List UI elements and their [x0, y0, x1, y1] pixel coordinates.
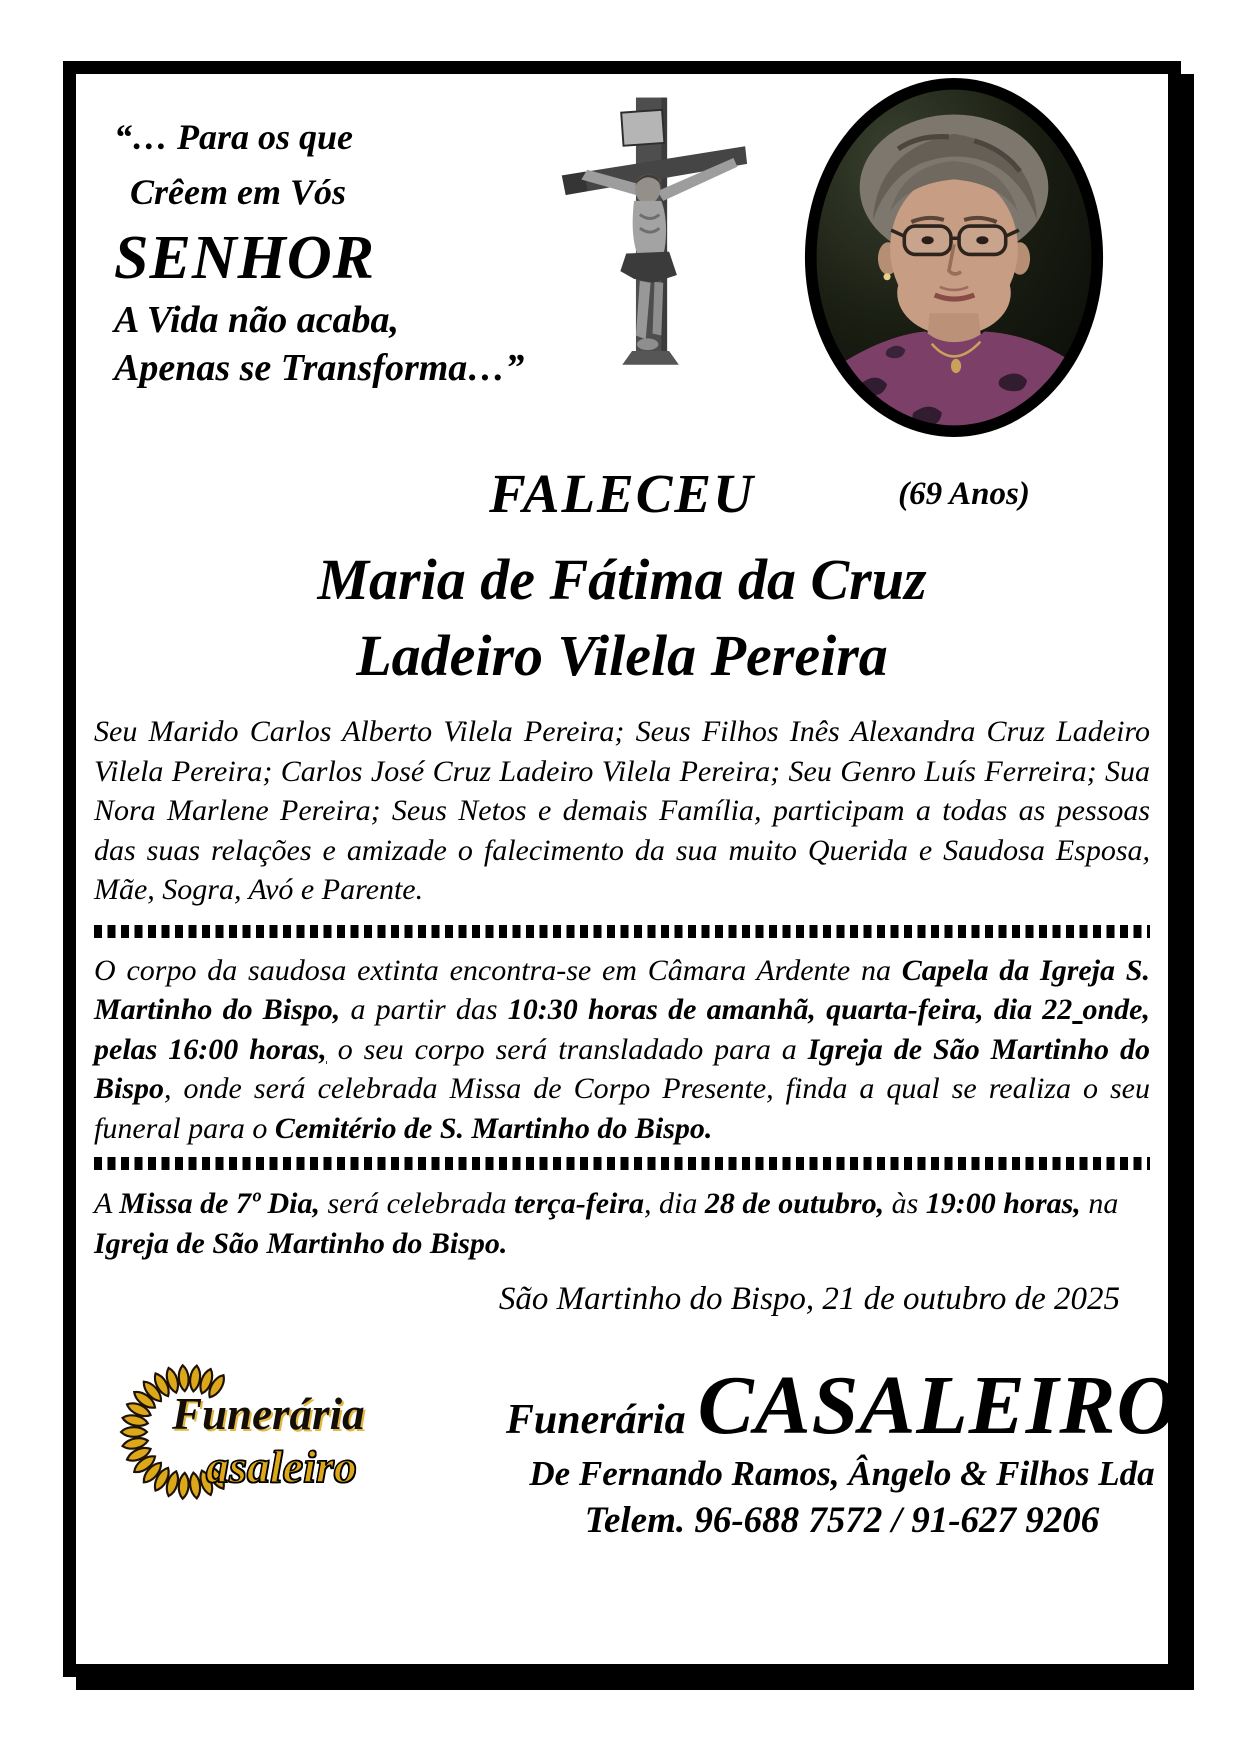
agency-company-line: De Fernando Ramos, Ângelo & Filhos Lda — [529, 1453, 1155, 1493]
footer — [94, 1344, 1179, 1569]
agency-block — [486, 1359, 1198, 1542]
notice-content — [76, 74, 1179, 1664]
place-date-line: São Martinho do Bispo, 21 de outubro de 2025 — [498, 1281, 1120, 1317]
age-label: (69 Anos) — [898, 476, 1030, 512]
agency-name-line — [486, 1359, 1198, 1452]
wake-paragraph: O corpo da saudosa extinta encontra-se em Câmara Ardente na Capela da Igreja S. Martinho do Bispo, a partir das 10:30 horas de amanhã, quarta-feira, dia 22 onde, pelas 16:00 horas, o seu corpo será transladado para a Igreja de São Martinho do Bispo, onde será celebrada Missa de Corpo Presente, finda a qual se realiza o seu funeral para o Cemitério de S. Martinho do Bispo. — [94, 953, 1151, 1145]
notice-sheet — [63, 61, 1181, 1677]
faleceu-title: FALECEU — [489, 463, 755, 524]
quote-line: Crêem em Vós — [130, 172, 346, 212]
agency-prefix: Funerária — [505, 1397, 686, 1443]
agency-phone-line: Telem. 96-688 7572 / 91-627 9206 — [584, 1499, 1100, 1541]
quote-line: Apenas se Transforma…” — [114, 347, 525, 389]
crucifix-image — [556, 86, 751, 386]
seventh-day-mass-paragraph: A Missa de 7º Dia, será celebrada terça-feira, dia 28 de outubro, às 19:00 horas, na Igreja de São Martinho do Bispo. — [94, 1187, 1119, 1260]
dotted-separator — [94, 925, 1150, 938]
agency-name: CASALEIRO — [697, 1359, 1179, 1452]
deceased-name-line2: Ladeiro Vilela Pereira — [356, 623, 888, 688]
funeraria-casaleiro-logo — [116, 1354, 456, 1524]
quote-line: “… Para os que — [114, 117, 354, 157]
dotted-separator — [94, 1157, 1150, 1170]
deceased-name-line1: Maria de Fátima da Cruz — [317, 547, 927, 612]
logo-word-asaleiro: asaleiro — [206, 1441, 357, 1492]
religious-quote — [114, 110, 524, 392]
quote-line: A Vida não acaba, — [114, 299, 400, 341]
deceased-portrait — [799, 78, 1109, 438]
quote-line-senhor: SENHOR — [114, 224, 375, 292]
family-paragraph: Seu Marido Carlos Alberto Vilela Pereira; Seus Filhos Inês Alexandra Cruz Ladeiro Vilela Pereira; Carlos José Cruz Ladeiro Vilela Pereira; Seu Genro Luís Ferreira; Sua Nora Marlene Pereira; Seus Netos e demais Família, participam a todas as pessoas das suas relações e amizade o falecimento da sua muito Querida e Saudosa Esposa, Mãe, Sogra, Avó e Parente. — [94, 715, 1150, 906]
logo-word-funeraria: Funerária — [172, 1389, 365, 1439]
